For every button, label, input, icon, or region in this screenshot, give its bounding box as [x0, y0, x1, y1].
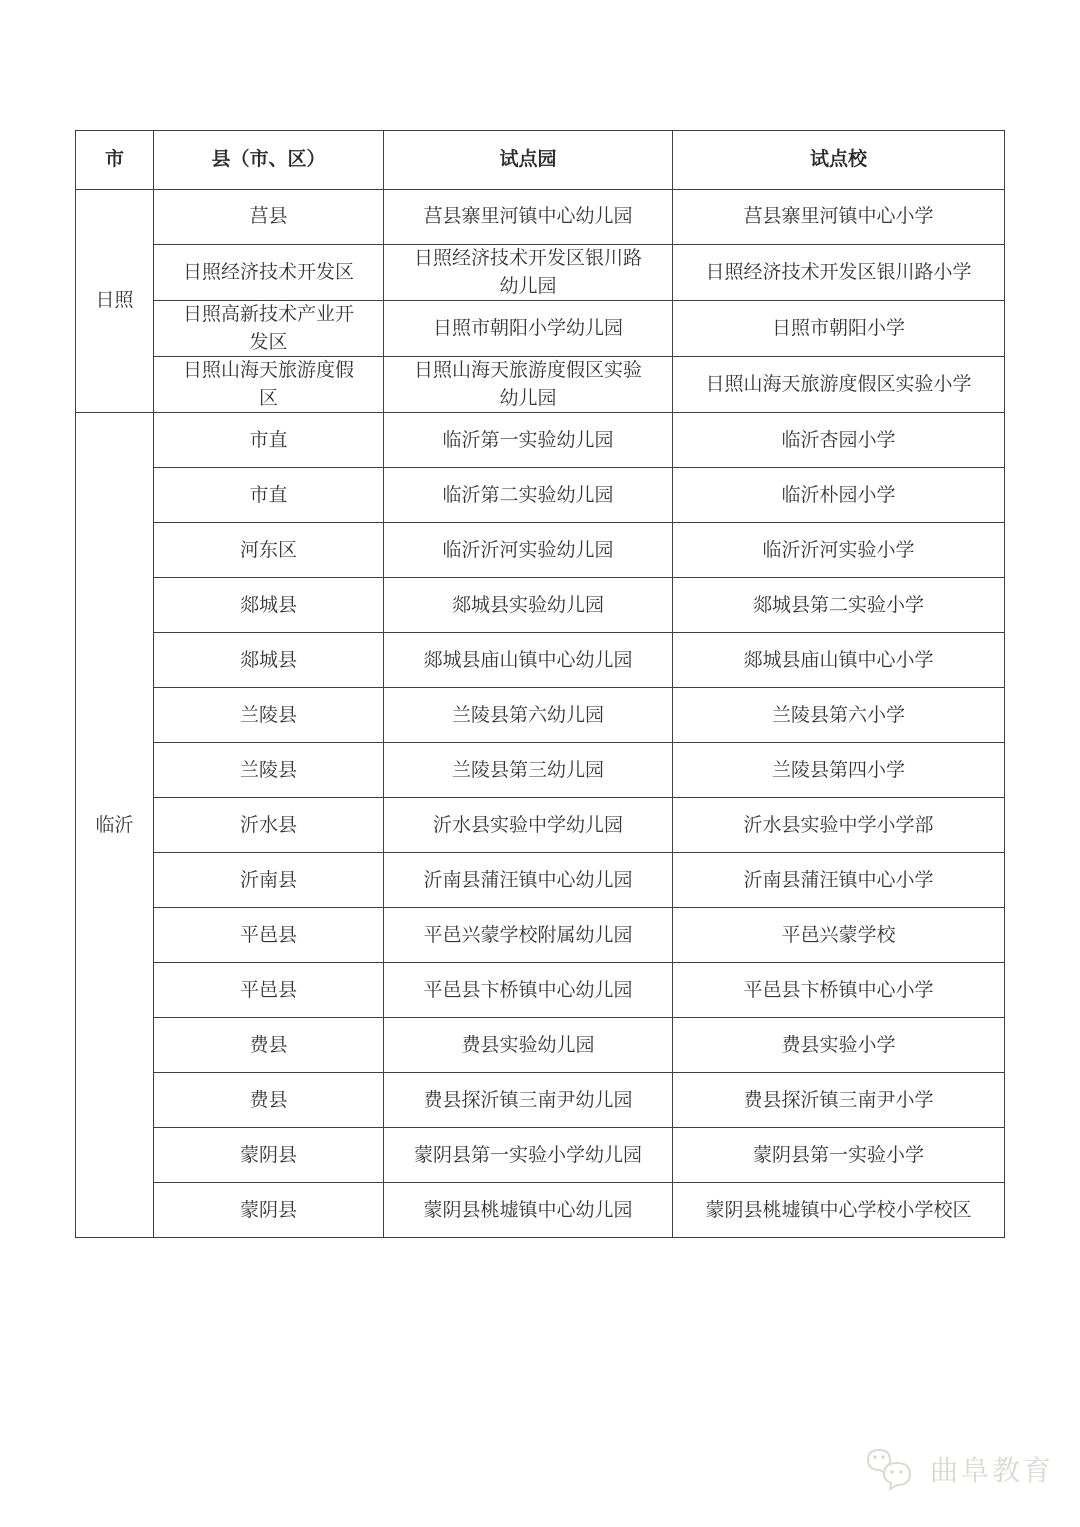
county-cell: 日照山海天旅游度假区 [154, 357, 384, 413]
school-cell: 日照山海天旅游度假区实验小学 [673, 357, 1005, 413]
county-cell: 费县 [154, 1073, 384, 1128]
garden-cell: 临沂第二实验幼儿园 [384, 468, 673, 523]
school-cell: 临沂沂河实验小学 [673, 523, 1005, 578]
garden-cell: 临沂沂河实验幼儿园 [384, 523, 673, 578]
garden-cell: 平邑兴蒙学校附属幼儿园 [384, 908, 673, 963]
garden-cell: 郯城县实验幼儿园 [384, 578, 673, 633]
garden-cell: 莒县寨里河镇中心幼儿园 [384, 190, 673, 245]
school-cell: 平邑兴蒙学校 [673, 908, 1005, 963]
table-row [76, 633, 1005, 688]
table-header [76, 131, 1005, 190]
school-cell: 蒙阴县第一实验小学 [673, 1128, 1005, 1183]
county-cell: 蒙阴县 [154, 1128, 384, 1183]
table-row [76, 301, 1005, 357]
pilot-programs-table [75, 130, 1005, 1238]
table-row [76, 1018, 1005, 1073]
header-pilot-school: 试点校 [673, 131, 1005, 190]
school-cell: 临沂杏园小学 [673, 413, 1005, 468]
county-cell: 市直 [154, 413, 384, 468]
pilot-table-wrap [75, 130, 1005, 1238]
county-cell: 兰陵县 [154, 688, 384, 743]
garden-cell: 日照经济技术开发区银川路幼儿园 [384, 245, 673, 301]
garden-cell: 蒙阴县桃墟镇中心幼儿园 [384, 1183, 673, 1238]
garden-cell: 临沂第一实验幼儿园 [384, 413, 673, 468]
garden-cell: 沂南县蒲汪镇中心幼儿园 [384, 853, 673, 908]
county-cell: 费县 [154, 1018, 384, 1073]
table-row [76, 1128, 1005, 1183]
school-cell: 费县实验小学 [673, 1018, 1005, 1073]
school-cell: 沂水县实验中学小学部 [673, 798, 1005, 853]
city-cell: 临沂 [76, 413, 154, 1238]
county-cell: 沂南县 [154, 853, 384, 908]
table-row [76, 468, 1005, 523]
school-cell: 费县探沂镇三南尹小学 [673, 1073, 1005, 1128]
table-row [76, 1073, 1005, 1128]
table-row [76, 245, 1005, 301]
county-cell: 兰陵县 [154, 743, 384, 798]
county-cell: 郯城县 [154, 633, 384, 688]
table-row [76, 190, 1005, 245]
table-row [76, 357, 1005, 413]
garden-cell: 日照市朝阳小学幼儿园 [384, 301, 673, 357]
school-cell: 兰陵县第四小学 [673, 743, 1005, 798]
table-row [76, 743, 1005, 798]
table-row [76, 688, 1005, 743]
county-cell: 蒙阴县 [154, 1183, 384, 1238]
header-row [76, 131, 1005, 190]
garden-cell: 费县探沂镇三南尹幼儿园 [384, 1073, 673, 1128]
county-cell: 日照高新技术产业开发区 [154, 301, 384, 357]
table-row [76, 908, 1005, 963]
table-row [76, 1183, 1005, 1238]
school-cell: 郯城县庙山镇中心小学 [673, 633, 1005, 688]
table-body [76, 190, 1005, 1238]
garden-cell: 沂水县实验中学幼儿园 [384, 798, 673, 853]
table-row [76, 578, 1005, 633]
county-cell: 河东区 [154, 523, 384, 578]
city-cell: 日照 [76, 190, 154, 413]
header-pilot-kindergarten: 试点园 [384, 131, 673, 190]
school-cell: 平邑县卞桥镇中心小学 [673, 963, 1005, 1018]
table-row [76, 963, 1005, 1018]
county-cell: 郯城县 [154, 578, 384, 633]
school-cell: 临沂朴园小学 [673, 468, 1005, 523]
county-cell: 平邑县 [154, 908, 384, 963]
table-row [76, 523, 1005, 578]
garden-cell: 兰陵县第三幼儿园 [384, 743, 673, 798]
garden-cell: 蒙阴县第一实验小学幼儿园 [384, 1128, 673, 1183]
county-cell: 平邑县 [154, 963, 384, 1018]
county-cell: 沂水县 [154, 798, 384, 853]
header-county: 县（市、区） [154, 131, 384, 190]
watermark-label: 曲阜教育 [929, 1456, 1054, 1487]
table-row [76, 798, 1005, 853]
table-row [76, 853, 1005, 908]
school-cell: 郯城县第二实验小学 [673, 578, 1005, 633]
school-cell: 蒙阴县桃墟镇中心学校小学校区 [673, 1183, 1005, 1238]
wechat-icon [864, 1446, 920, 1492]
county-cell: 莒县 [154, 190, 384, 245]
school-cell: 日照市朝阳小学 [673, 301, 1005, 357]
garden-cell: 兰陵县第六幼儿园 [384, 688, 673, 743]
garden-cell: 日照山海天旅游度假区实验幼儿园 [384, 357, 673, 413]
school-cell: 莒县寨里河镇中心小学 [673, 190, 1005, 245]
school-cell: 沂南县蒲汪镇中心小学 [673, 853, 1005, 908]
header-city: 市 [76, 131, 154, 190]
garden-cell: 费县实验幼儿园 [384, 1018, 673, 1073]
school-cell: 兰陵县第六小学 [673, 688, 1005, 743]
table-row [76, 413, 1005, 468]
county-cell: 日照经济技术开发区 [154, 245, 384, 301]
county-cell: 市直 [154, 468, 384, 523]
garden-cell: 平邑县卞桥镇中心幼儿园 [384, 963, 673, 1018]
watermark [864, 1446, 1054, 1492]
school-cell: 日照经济技术开发区银川路小学 [673, 245, 1005, 301]
garden-cell: 郯城县庙山镇中心幼儿园 [384, 633, 673, 688]
